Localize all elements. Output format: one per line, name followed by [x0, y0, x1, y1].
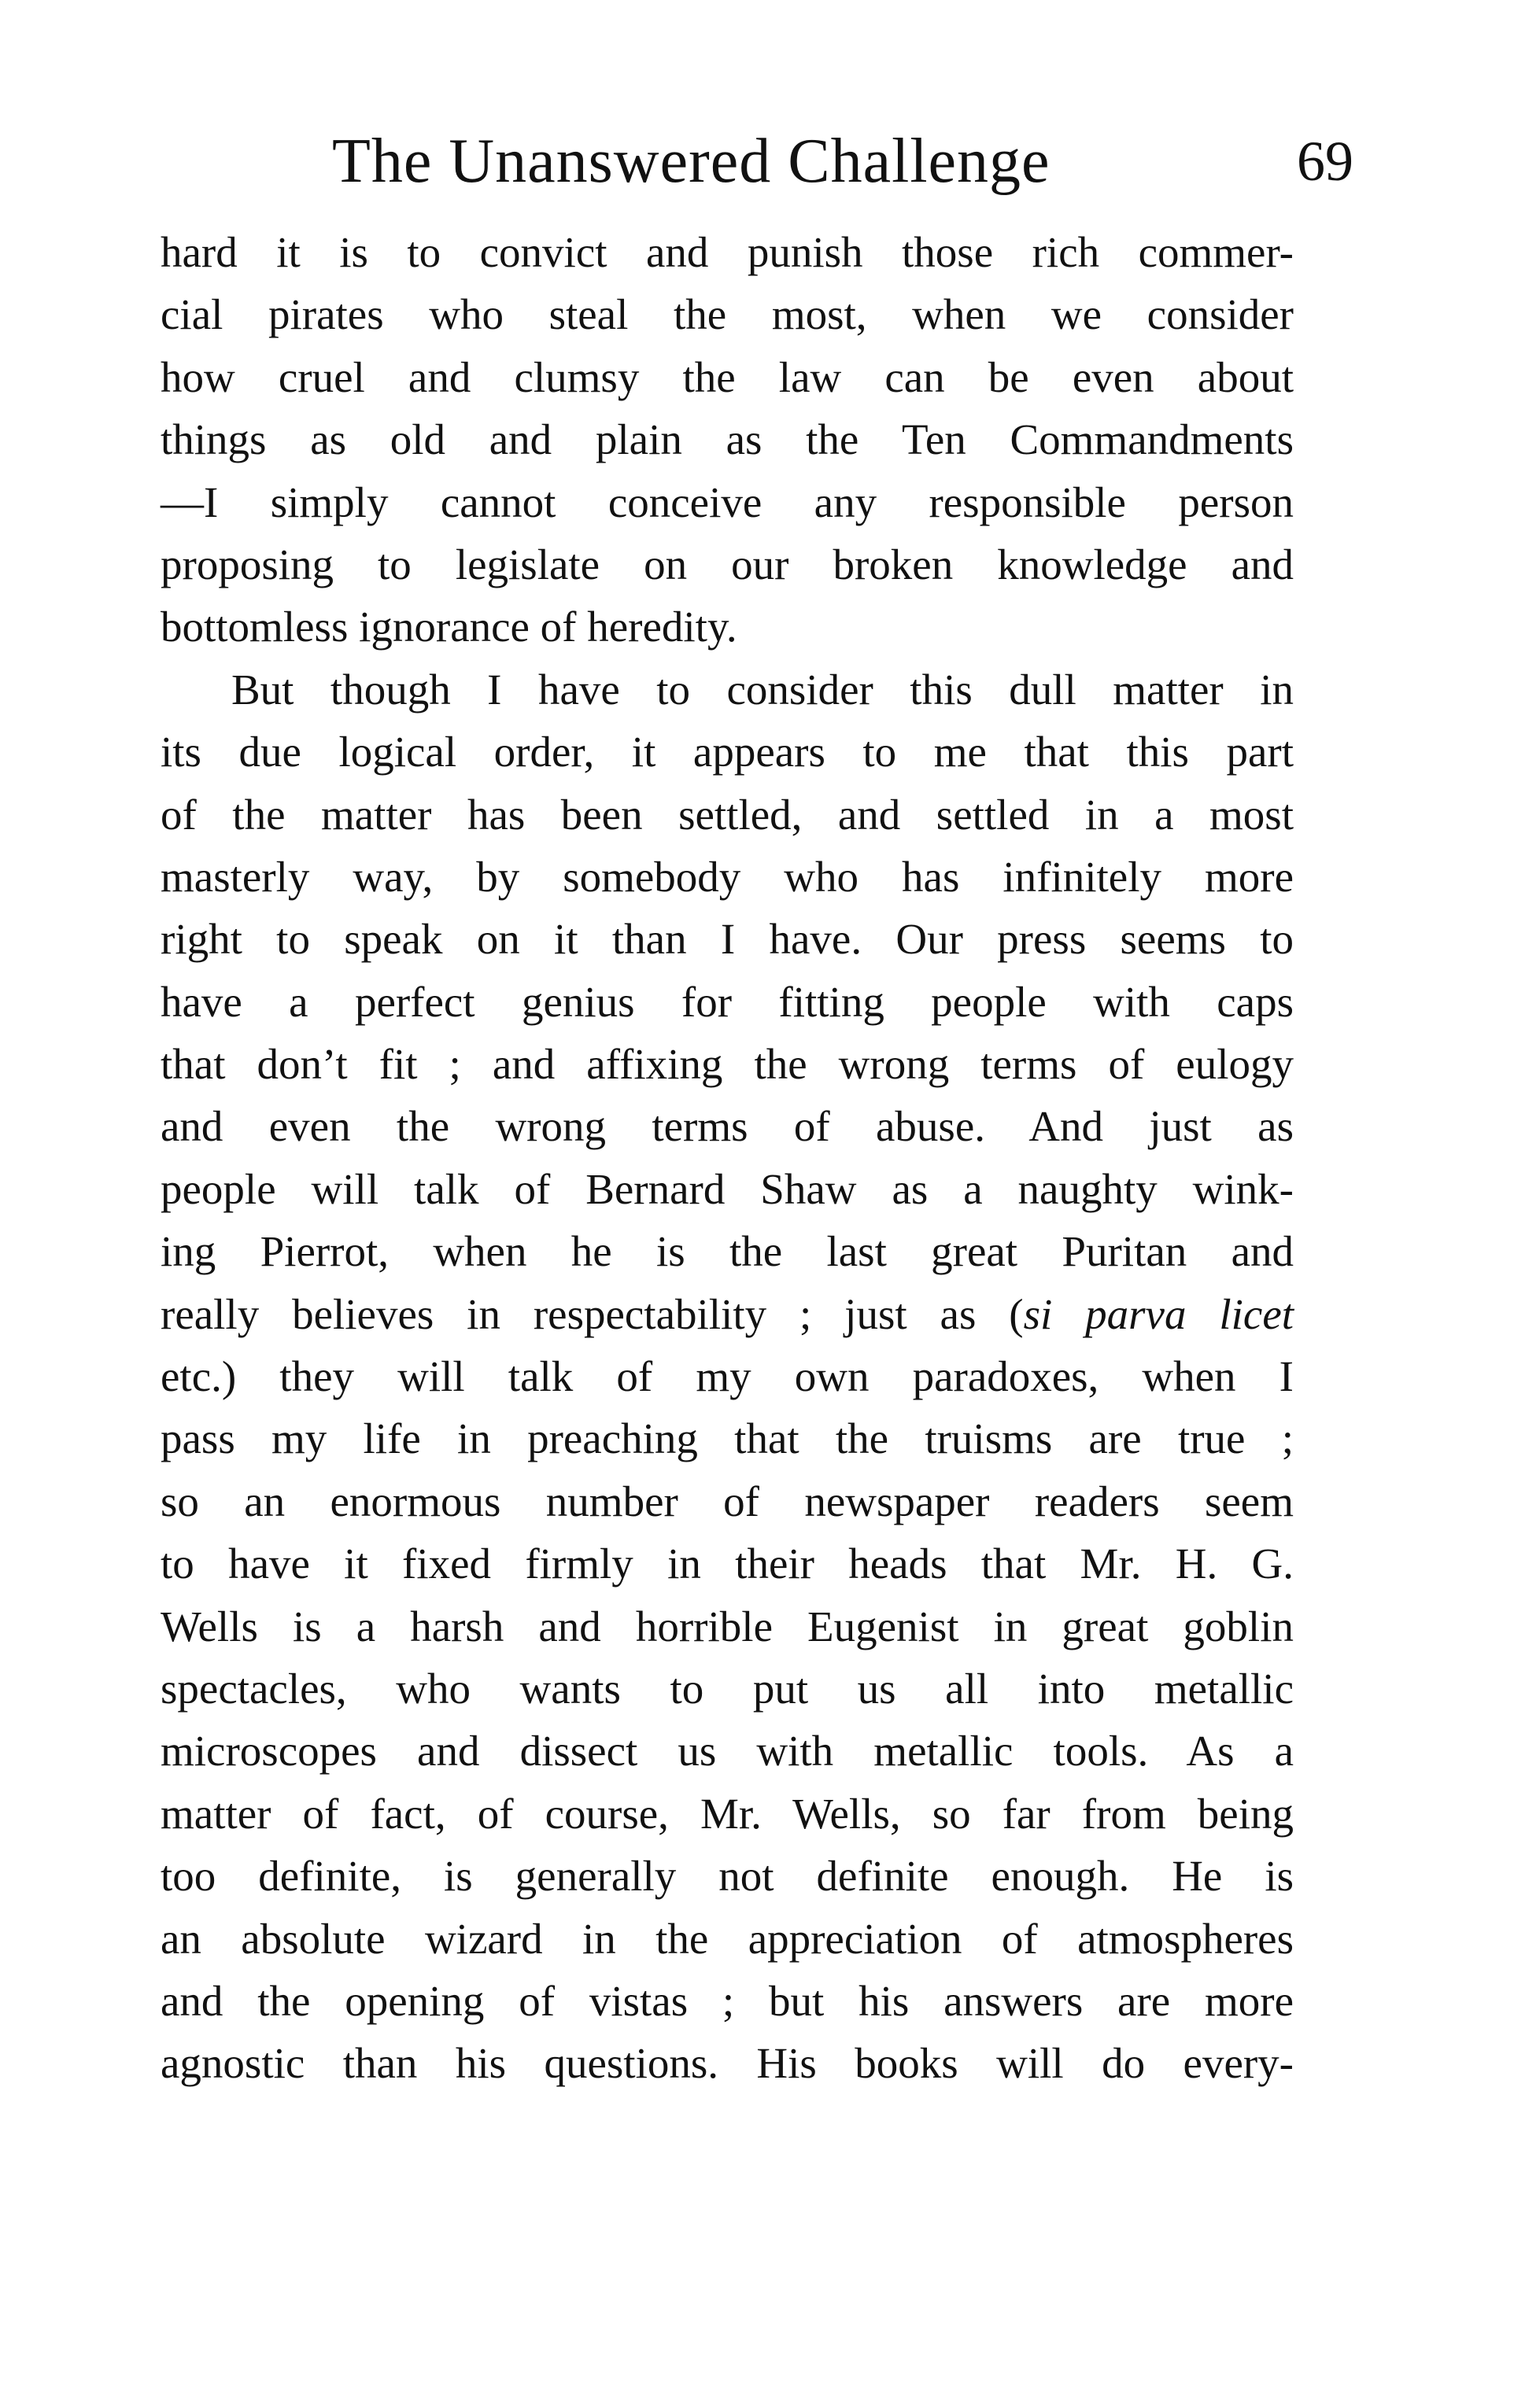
- text-line: ing Pierrot, when he is the last great Puritan and: [161, 1227, 1294, 1276]
- text-line: to have it fixed firmly in their heads that Mr. H. G.: [161, 1540, 1294, 1588]
- text-line: pass my life in preaching that the truisms are true ;: [161, 1414, 1294, 1463]
- text-line: its due logical order, it appears to me that this part: [161, 728, 1294, 776]
- italic-phrase: si parva licet: [1023, 1289, 1294, 1338]
- text-line: bottomless ignorance of heredity.: [161, 603, 737, 651]
- text-line: microscopes and dissect us with metallic tools. As a: [161, 1727, 1294, 1776]
- text-line: that don’t fit ; and affixing the wrong terms of eulogy: [161, 1040, 1294, 1089]
- text-line: too definite, is generally not definite enough. He is: [161, 1852, 1294, 1901]
- text-line-with-italic: [161, 1283, 1294, 1345]
- text-line: right to speak on it than I have. Our press seems to: [161, 915, 1294, 964]
- text-line: spectacles, who wants to put us all into metallic: [161, 1664, 1294, 1713]
- text-line: so an enormous number of newspaper readers seem: [161, 1477, 1294, 1525]
- text-segment: really believes in respectability ; just as (: [161, 1289, 1024, 1338]
- running-title: The Unanswered Challenge: [332, 127, 1051, 196]
- paragraph: [161, 658, 1294, 2095]
- paragraph: [161, 221, 1294, 658]
- text-line: and the opening of vistas ; but his answers are more: [161, 1976, 1294, 2025]
- text-line: matter of fact, of course, Mr. Wells, so far from being: [161, 1789, 1294, 1838]
- page-number: 69: [1297, 130, 1353, 193]
- text-line: people will talk of Bernard Shaw as a naughty wink-: [161, 1164, 1294, 1213]
- text-line: masterly way, by somebody who has infinitely more: [161, 852, 1294, 901]
- text-line: —I simply cannot conceive any responsible person: [161, 478, 1294, 526]
- text-line: an absolute wizard in the appreciation of atmospheres: [161, 1914, 1294, 1963]
- text-line: Wells is a harsh and horrible Eugenist in great goblin: [161, 1602, 1294, 1650]
- text-line: proposing to legislate on our broken knowledge and: [161, 540, 1294, 588]
- text-line: hard it is to convict and punish those rich commer-: [161, 228, 1294, 276]
- text-line: have a perfect genius for fitting people with caps: [161, 977, 1294, 1026]
- text-line: But though I have to consider this dull matter in: [231, 665, 1294, 714]
- text-line: cial pirates who steal the most, when we consider: [161, 290, 1294, 339]
- text-line: etc.) they will talk of my own paradoxes, when I: [161, 1352, 1294, 1401]
- text-line: agnostic than his questions. His books will do every-: [161, 2039, 1294, 2088]
- text-line: how cruel and clumsy the law can be even about: [161, 352, 1294, 401]
- page-header: [157, 118, 1353, 212]
- text-line: of the matter has been settled, and settled in a most: [161, 790, 1294, 839]
- text-line: things as old and plain as the Ten Commandments: [161, 415, 1294, 464]
- text-line: and even the wrong terms of abuse. And just as: [161, 1102, 1294, 1151]
- body-text: [161, 221, 1294, 2095]
